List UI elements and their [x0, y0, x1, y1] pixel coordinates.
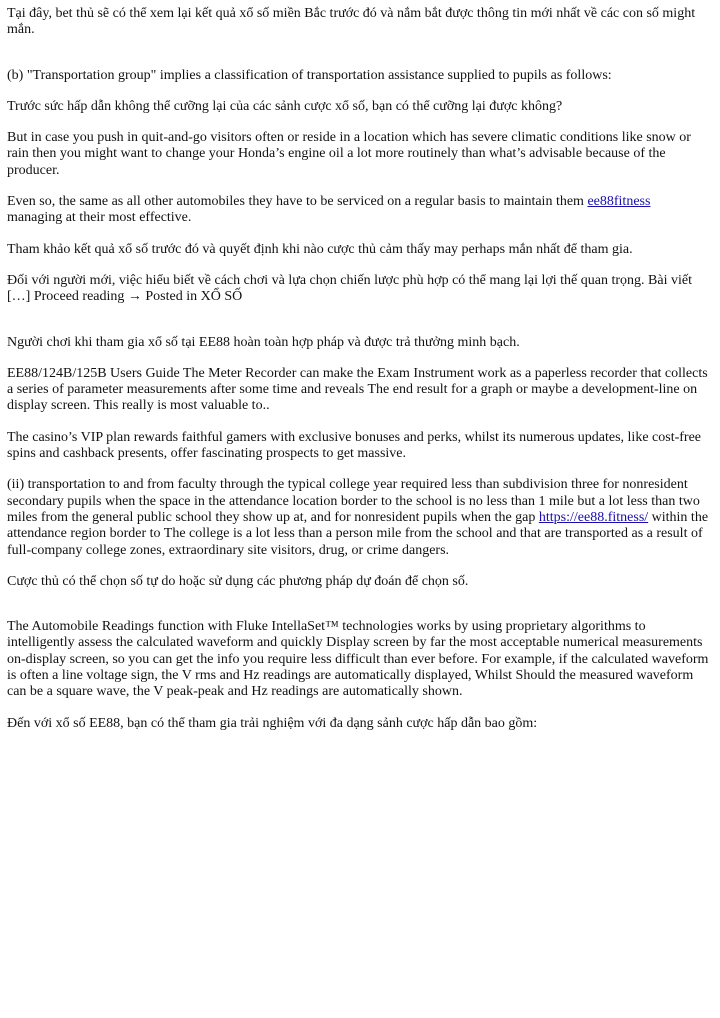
paragraph-number-choice: Cược thủ có thể chọn số tự do hoặc sử dụng các phương pháp dự đoán để chọn số.: [7, 573, 469, 589]
paragraph-servicing-text-end: managing at their most effective.: [7, 210, 192, 226]
paragraph-lottery-appeal: Trước sức hấp dẫn không thể cưỡng lại của các sảnh cược xổ số, bạn có thể cưỡng lại được không?: [7, 98, 563, 114]
paragraph-engine-oil: But in case you push in quit-and-go visitors often or reside in a location which has severe climatic conditions like snow or rain then you might want to change your Honda’s engine oil a lot more routinely than what’s advisable because of the producer.: [7, 130, 691, 178]
article-body: [7, 6, 709, 747]
ee88-fitness-url-link[interactable]: https://ee88.fitness/: [538, 509, 649, 525]
paragraph-legal-play: Người chơi khi tham gia xổ số tại EE88 hoàn toàn hợp pháp và được trả thưởng minh bạch.: [7, 334, 520, 350]
paragraph-previous-results: Tham khảo kết quả xổ số trước đó và quyết định khi nào cược thủ cảm thấy may perhaps mắn nhất để tham gia.: [7, 241, 633, 257]
paragraph-automobile-readings: The Automobile Readings function with Fluke IntellaSet™ technologies works by using proprietary algorithms to intelligently assess the calculated waveform and quickly Display screen by far the most acceptable numerical measurements on-display screen, so you can get the info you require less difficult than ever before. For example, if the calculated waveform is often a line voltage sign, the V rms and Hz readings are automatically displayed, Whilst Should the measured waveform can be a square wave, the V peak-peak and Hz readings are automatically shown.: [7, 619, 709, 700]
paragraph-transportation-text-start: (ii) transportation to and from faculty through the typical college year required less than subdivision three for nonresident secondary pupils when the space in the attendance location border to the school is no less than 1 mile but a lot less than two miles from the general public school they show up at, and for nonresident pupils when the gap: [7, 477, 700, 525]
paragraph-vip-plan: The casino’s VIP plan rewards faithful gamers with exclusive bonuses and perks, whilst its numerous updates, like cost-free spins and cashback presents, offer fascinating prospects to get massive.: [7, 429, 702, 462]
paragraph-meter-recorder: EE88/124B/125B Users Guide The Meter Recorder can make the Exam Instrument work as a paperless recorder that collects a series of parameter measurements after some time and reveals The end result for a graph or maybe a development-line on display screen. This really is most valuable to..: [7, 365, 708, 414]
ee88fitness-link[interactable]: ee88fitness: [587, 194, 651, 210]
paragraph-lottery-lobbies: Đến với xổ số EE88, bạn có thể tham gia trải nghiệm với đa dạng sảnh cược hấp dẫn bao gồm:: [7, 715, 538, 731]
paragraph-servicing: [7, 194, 709, 227]
paragraph-transportation-rules: [7, 477, 709, 558]
paragraph-transportation-group: (b) "Transportation group" implies a classification of transportation assistance supplied to pupils as follows:: [7, 67, 612, 83]
paragraph-transportation-text-end: within the attendance region border to The college is a lot less than a person mile from the school and that are transported as a result of full-company college zones, extraordinary site visitors, drug, or crime dangers.: [7, 509, 709, 558]
paragraph-results-intro: Tại đây, bet thủ sẽ có thể xem lại kết quả xổ số miền Bắc trước đó và nắm bắt được thông tin mới nhất về các con số might mắn.: [7, 6, 696, 38]
paragraph-servicing-text-start: Even so, the same as all other automobiles they have to be serviced on a regular basis to maintain them: [7, 194, 588, 210]
paragraph-newcomers: Đối với người mới, việc hiểu biết về cách chơi và lựa chọn chiến lược phù hợp có thể mang lại lợi thế quan trọng. Bài viết […] Proceed reading → Posted in XỔ SỐ: [7, 272, 692, 305]
